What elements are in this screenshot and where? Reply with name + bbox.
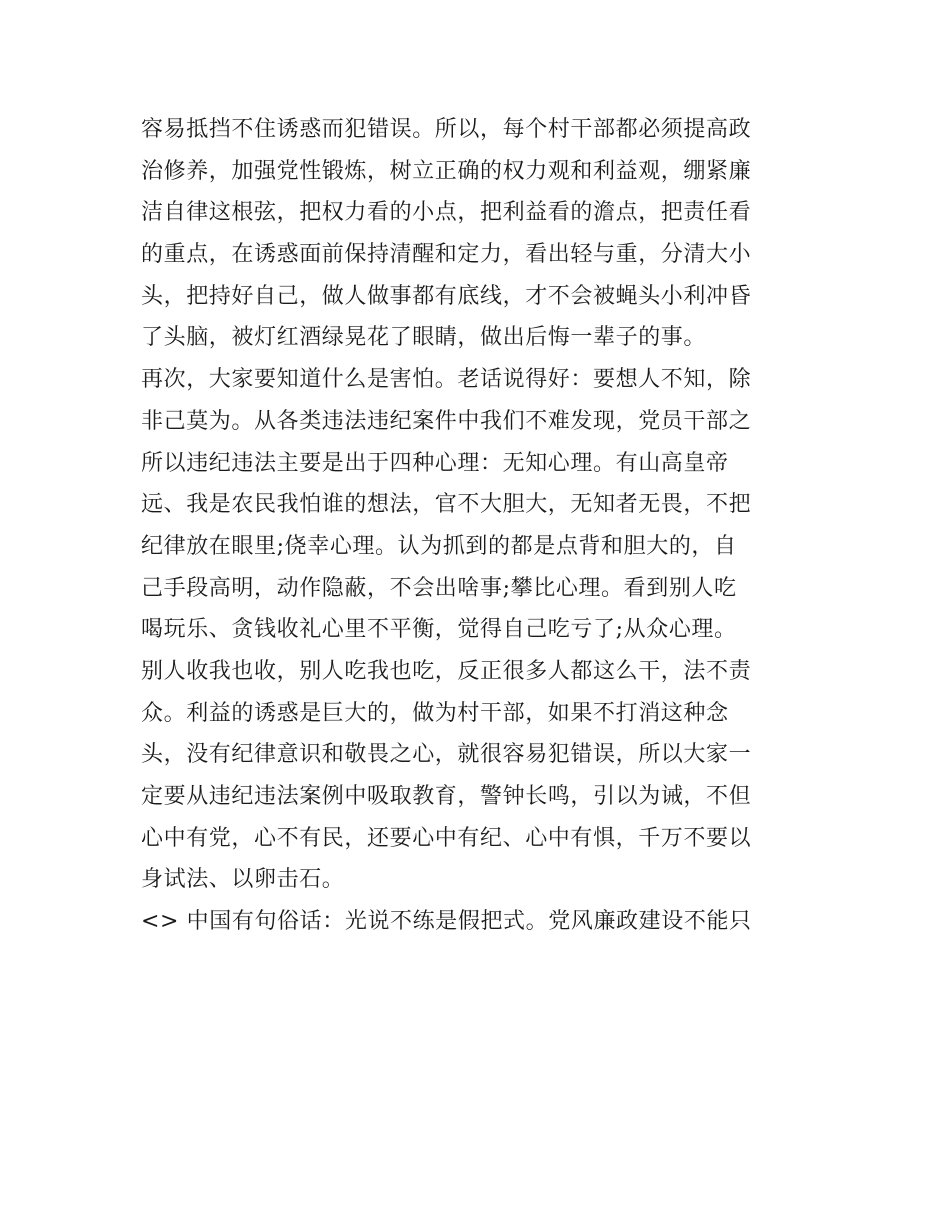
text-line: 洁自律这根弦，把权力看的小点，把利益看的澹点，把责任看 [141, 200, 752, 226]
text-line: 再次，大家要知道什么是害怕。老话说得好：要想人不知，除 [141, 367, 752, 393]
text-line: 的重点，在诱惑面前保持清醒和定力，看出轻与重，分清大小 [141, 242, 752, 268]
text-line: 了头脑，被灯红酒绿晃花了眼睛，做出后悔一辈子的事。 [141, 325, 707, 351]
text-line: 头，没有纪律意识和敬畏之心，就很容易犯错误，所以大家一 [141, 742, 752, 768]
text-line: 别人收我也收，别人吃我也吃，反正很多人都这么干，法不责 [141, 658, 752, 684]
text-line: <> 中国有句俗话：光说不练是假把式。党风廉政建设不能只 [141, 909, 752, 935]
text-line: 众。利益的诱惑是巨大的，做为村干部，如果不打消这种念 [141, 700, 729, 726]
text-line: 喝玩乐、贪钱收礼心里不平衡，觉得自己吃亏了;从众心理。 [141, 617, 737, 643]
text-line: 身试法、以卵击石。 [141, 867, 345, 893]
text-line: 纪律放在眼里;侥幸心理。认为抓到的都是点背和胆大的，自 [141, 533, 737, 559]
text-line: 心中有党，心不有民，还要心中有纪、心中有惧，千万不要以 [141, 825, 752, 851]
text-line: 己手段高明，动作隐蔽，不会出啥事;攀比心理。看到别人吃 [141, 575, 737, 601]
text-line: 远、我是农民我怕谁的想法，官不大胆大，无知者无畏，不把 [141, 492, 752, 518]
text-line: 所以违纪违法主要是出于四种心理：无知心理。有山高皇帝 [141, 450, 729, 476]
document-body [141, 109, 821, 943]
text-line: 头，把持好自己，做人做事都有底线，才不会被蝇头小利冲昏 [141, 283, 752, 309]
text-line: 定要从违纪违法案例中吸取教育，警钟长鸣，引以为诫，不但 [141, 784, 752, 809]
text-line: 非己莫为。从各类违法违纪案件中我们不难发现，党员干部之 [141, 408, 752, 434]
text-line: 治修养，加强党性锻炼，树立正确的权力观和利益观，绷紧廉 [141, 158, 752, 184]
text-line: 容易抵挡不住诱惑而犯错误。所以，每个村干部都必须提高政 [141, 117, 752, 142]
